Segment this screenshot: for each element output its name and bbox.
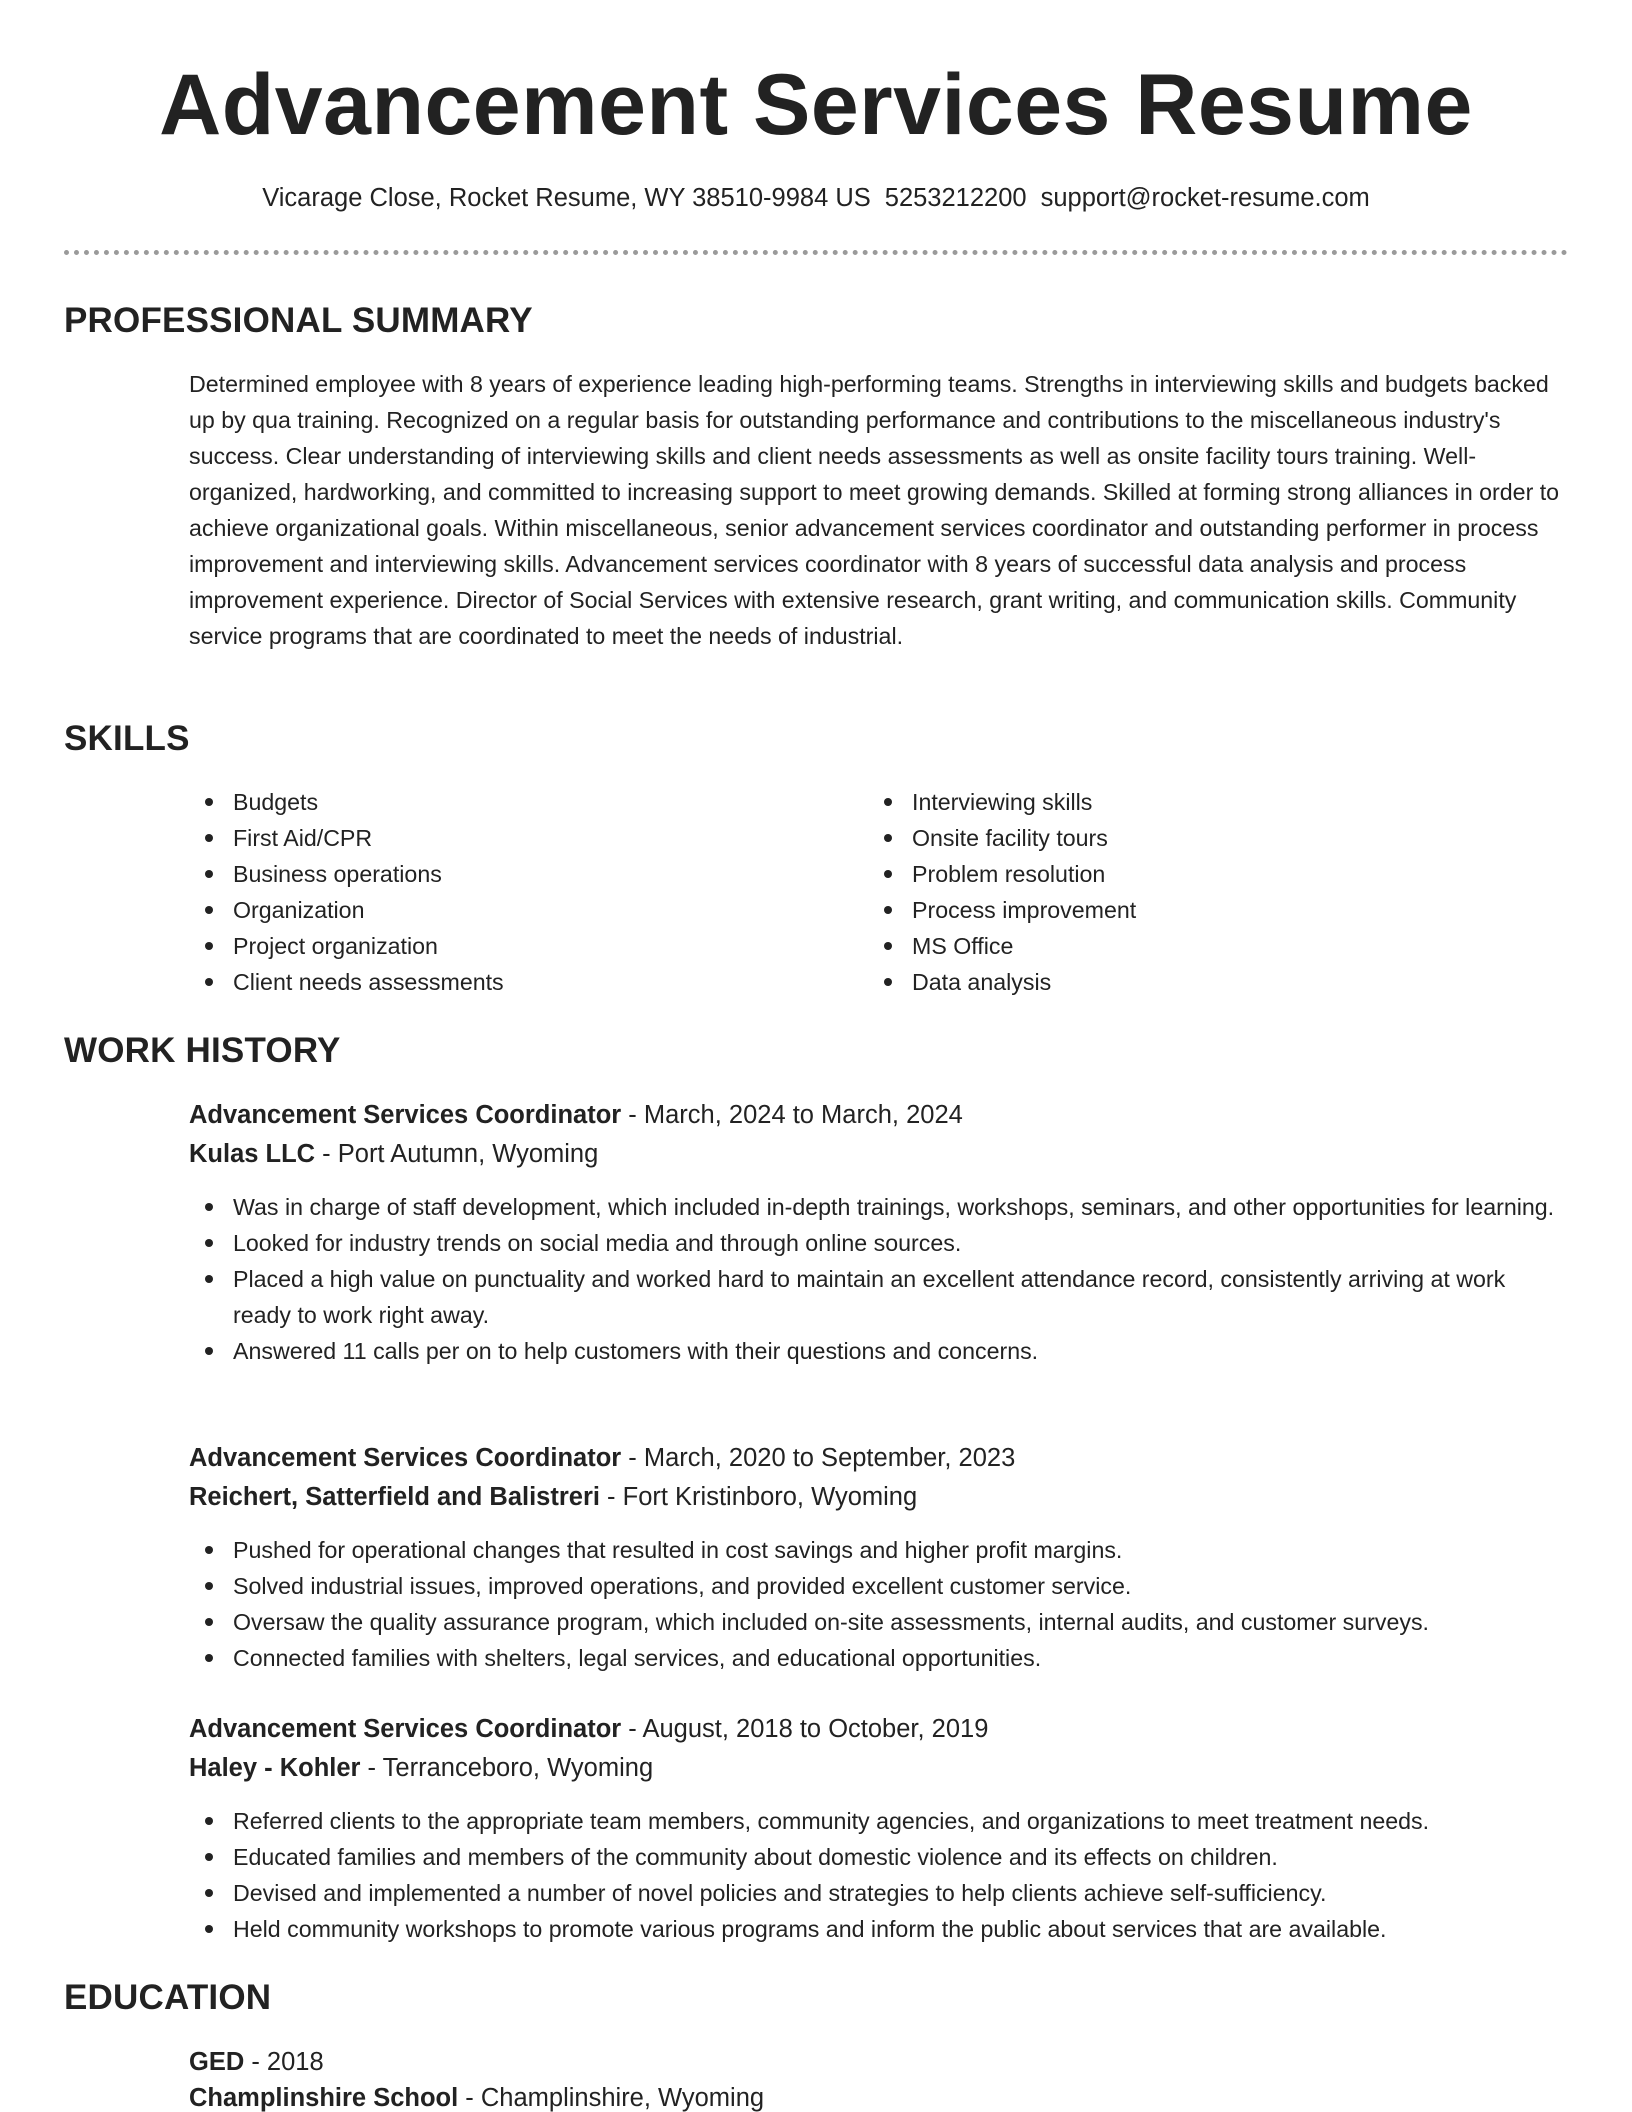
job-title: Advancement Services Coordinator [189, 1715, 622, 1743]
skill-item: Business operations [189, 856, 829, 892]
job-location: - Fort Kristinboro, Wyoming [599, 1483, 918, 1511]
education-school: Champlinshire School [189, 2084, 459, 2112]
skill-item: Organization [189, 892, 829, 928]
job-dates: - March, 2024 to March, 2024 [621, 1101, 963, 1129]
job-company-line [189, 1136, 598, 1172]
job-location: - Port Autumn, Wyoming [315, 1140, 599, 1168]
skills-list-right [868, 784, 1548, 1000]
skill-item: Onsite facility tours [868, 820, 1548, 856]
section-heading-education: EDUCATION [64, 1978, 272, 2017]
job-company: Haley - Kohler [189, 1754, 361, 1782]
job-bullet: Answered 11 calls per on to help customers with their questions and concerns. [189, 1333, 1568, 1369]
job-title: Advancement Services Coordinator [189, 1444, 622, 1472]
skill-item: Interviewing skills [868, 784, 1548, 820]
job-title-line [189, 1711, 988, 1747]
skill-item: Project organization [189, 928, 829, 964]
skills-list-left [189, 784, 829, 1000]
job-bullet: Devised and implemented a number of novel policies and strategies to help clients achieve self-sufficiency. [189, 1875, 1568, 1911]
job-bullet: Placed a high value on punctuality and worked hard to maintain an excellent attendance record, consistently arriving at work ready to work right away. [189, 1261, 1568, 1333]
job-company-line [189, 1750, 653, 1786]
job-company-line [189, 1479, 917, 1515]
job-title-line [189, 1440, 1015, 1476]
education-degree-line [189, 2044, 324, 2080]
skill-item: Problem resolution [868, 856, 1548, 892]
job-company: Kulas LLC [189, 1140, 316, 1168]
job-bullet: Oversaw the quality assurance program, which included on-site assessments, internal audits, and customer surveys. [189, 1604, 1568, 1640]
contact-email: support@rocket-resume.com [1040, 184, 1370, 212]
skill-item: Client needs assessments [189, 964, 829, 1000]
job-bullet: Was in charge of staff development, which included in-depth trainings, workshops, seminars, and other opportunities for learning. [189, 1189, 1568, 1225]
skill-item: First Aid/CPR [189, 820, 829, 856]
job-title: Advancement Services Coordinator [189, 1101, 622, 1129]
job-company: Reichert, Satterfield and Balistreri [189, 1483, 600, 1511]
section-heading-work-history: WORK HISTORY [64, 1031, 341, 1070]
skill-item: Data analysis [868, 964, 1548, 1000]
job-title-line [189, 1097, 963, 1133]
job-bullet: Pushed for operational changes that resulted in cost savings and higher profit margins. [189, 1532, 1568, 1568]
job-dates: - March, 2020 to September, 2023 [621, 1444, 1016, 1472]
skill-item: Process improvement [868, 892, 1548, 928]
job-bullet: Referred clients to the appropriate team members, community agencies, and organizations to meet treatment needs. [189, 1803, 1568, 1839]
job-bullet: Solved industrial issues, improved operations, and provided excellent customer service. [189, 1568, 1568, 1604]
job-bullet: Held community workshops to promote various programs and inform the public about services that are available. [189, 1911, 1568, 1947]
job-bullets [189, 1803, 1568, 1947]
job-bullet: Educated families and members of the community about domestic violence and its effects on children. [189, 1839, 1568, 1875]
job-dates: - August, 2018 to October, 2019 [621, 1715, 989, 1743]
header-divider [64, 250, 1568, 255]
job-bullet: Connected families with shelters, legal services, and educational opportunities. [189, 1640, 1568, 1676]
education-school-line [189, 2080, 764, 2112]
contact-address: Vicarage Close, Rocket Resume, WY 38510-9984 US [262, 184, 871, 212]
skill-item: MS Office [868, 928, 1548, 964]
job-bullets [189, 1532, 1568, 1676]
skill-item: Budgets [189, 784, 829, 820]
education-year: - 2018 [244, 2048, 324, 2076]
section-heading-skills: SKILLS [64, 719, 190, 758]
section-heading-summary: PROFESSIONAL SUMMARY [64, 301, 533, 340]
summary-text: Determined employee with 8 years of experience leading high-performing teams. Strengths in interviewing skills and budgets backed up by qua training. Recognized on a regular basis for outstanding performance and contributions to the miscellaneous industry's success. Clear understanding of interviewing skills and client needs assessments as well as onsite facility tours training. Well-organized, hardworking, and committed to increasing support to meet growing demands. Skilled at forming strong alliances in order to achieve organizational goals. Within miscellaneous, senior advancement services coordinator and outstanding performer in process improvement and interviewing skills. Advancement services coordinator with 8 years of successful data analysis and process improvement experience. Director of Social Services with extensive research, grant writing, and communication skills. Community service programs that are coordinated to meet the needs of industrial. [189, 371, 1560, 649]
contact-line [64, 180, 1568, 216]
job-bullet: Looked for industry trends on social media and through online sources. [189, 1225, 1568, 1261]
job-bullets [189, 1189, 1568, 1369]
resume-title: Advancement Services Resume [159, 57, 1473, 153]
education-degree: GED [189, 2048, 245, 2076]
education-location: - Champlinshire, Wyoming [458, 2084, 765, 2112]
job-location: - Terranceboro, Wyoming [360, 1754, 654, 1782]
contact-phone: 5253212200 [884, 184, 1027, 212]
